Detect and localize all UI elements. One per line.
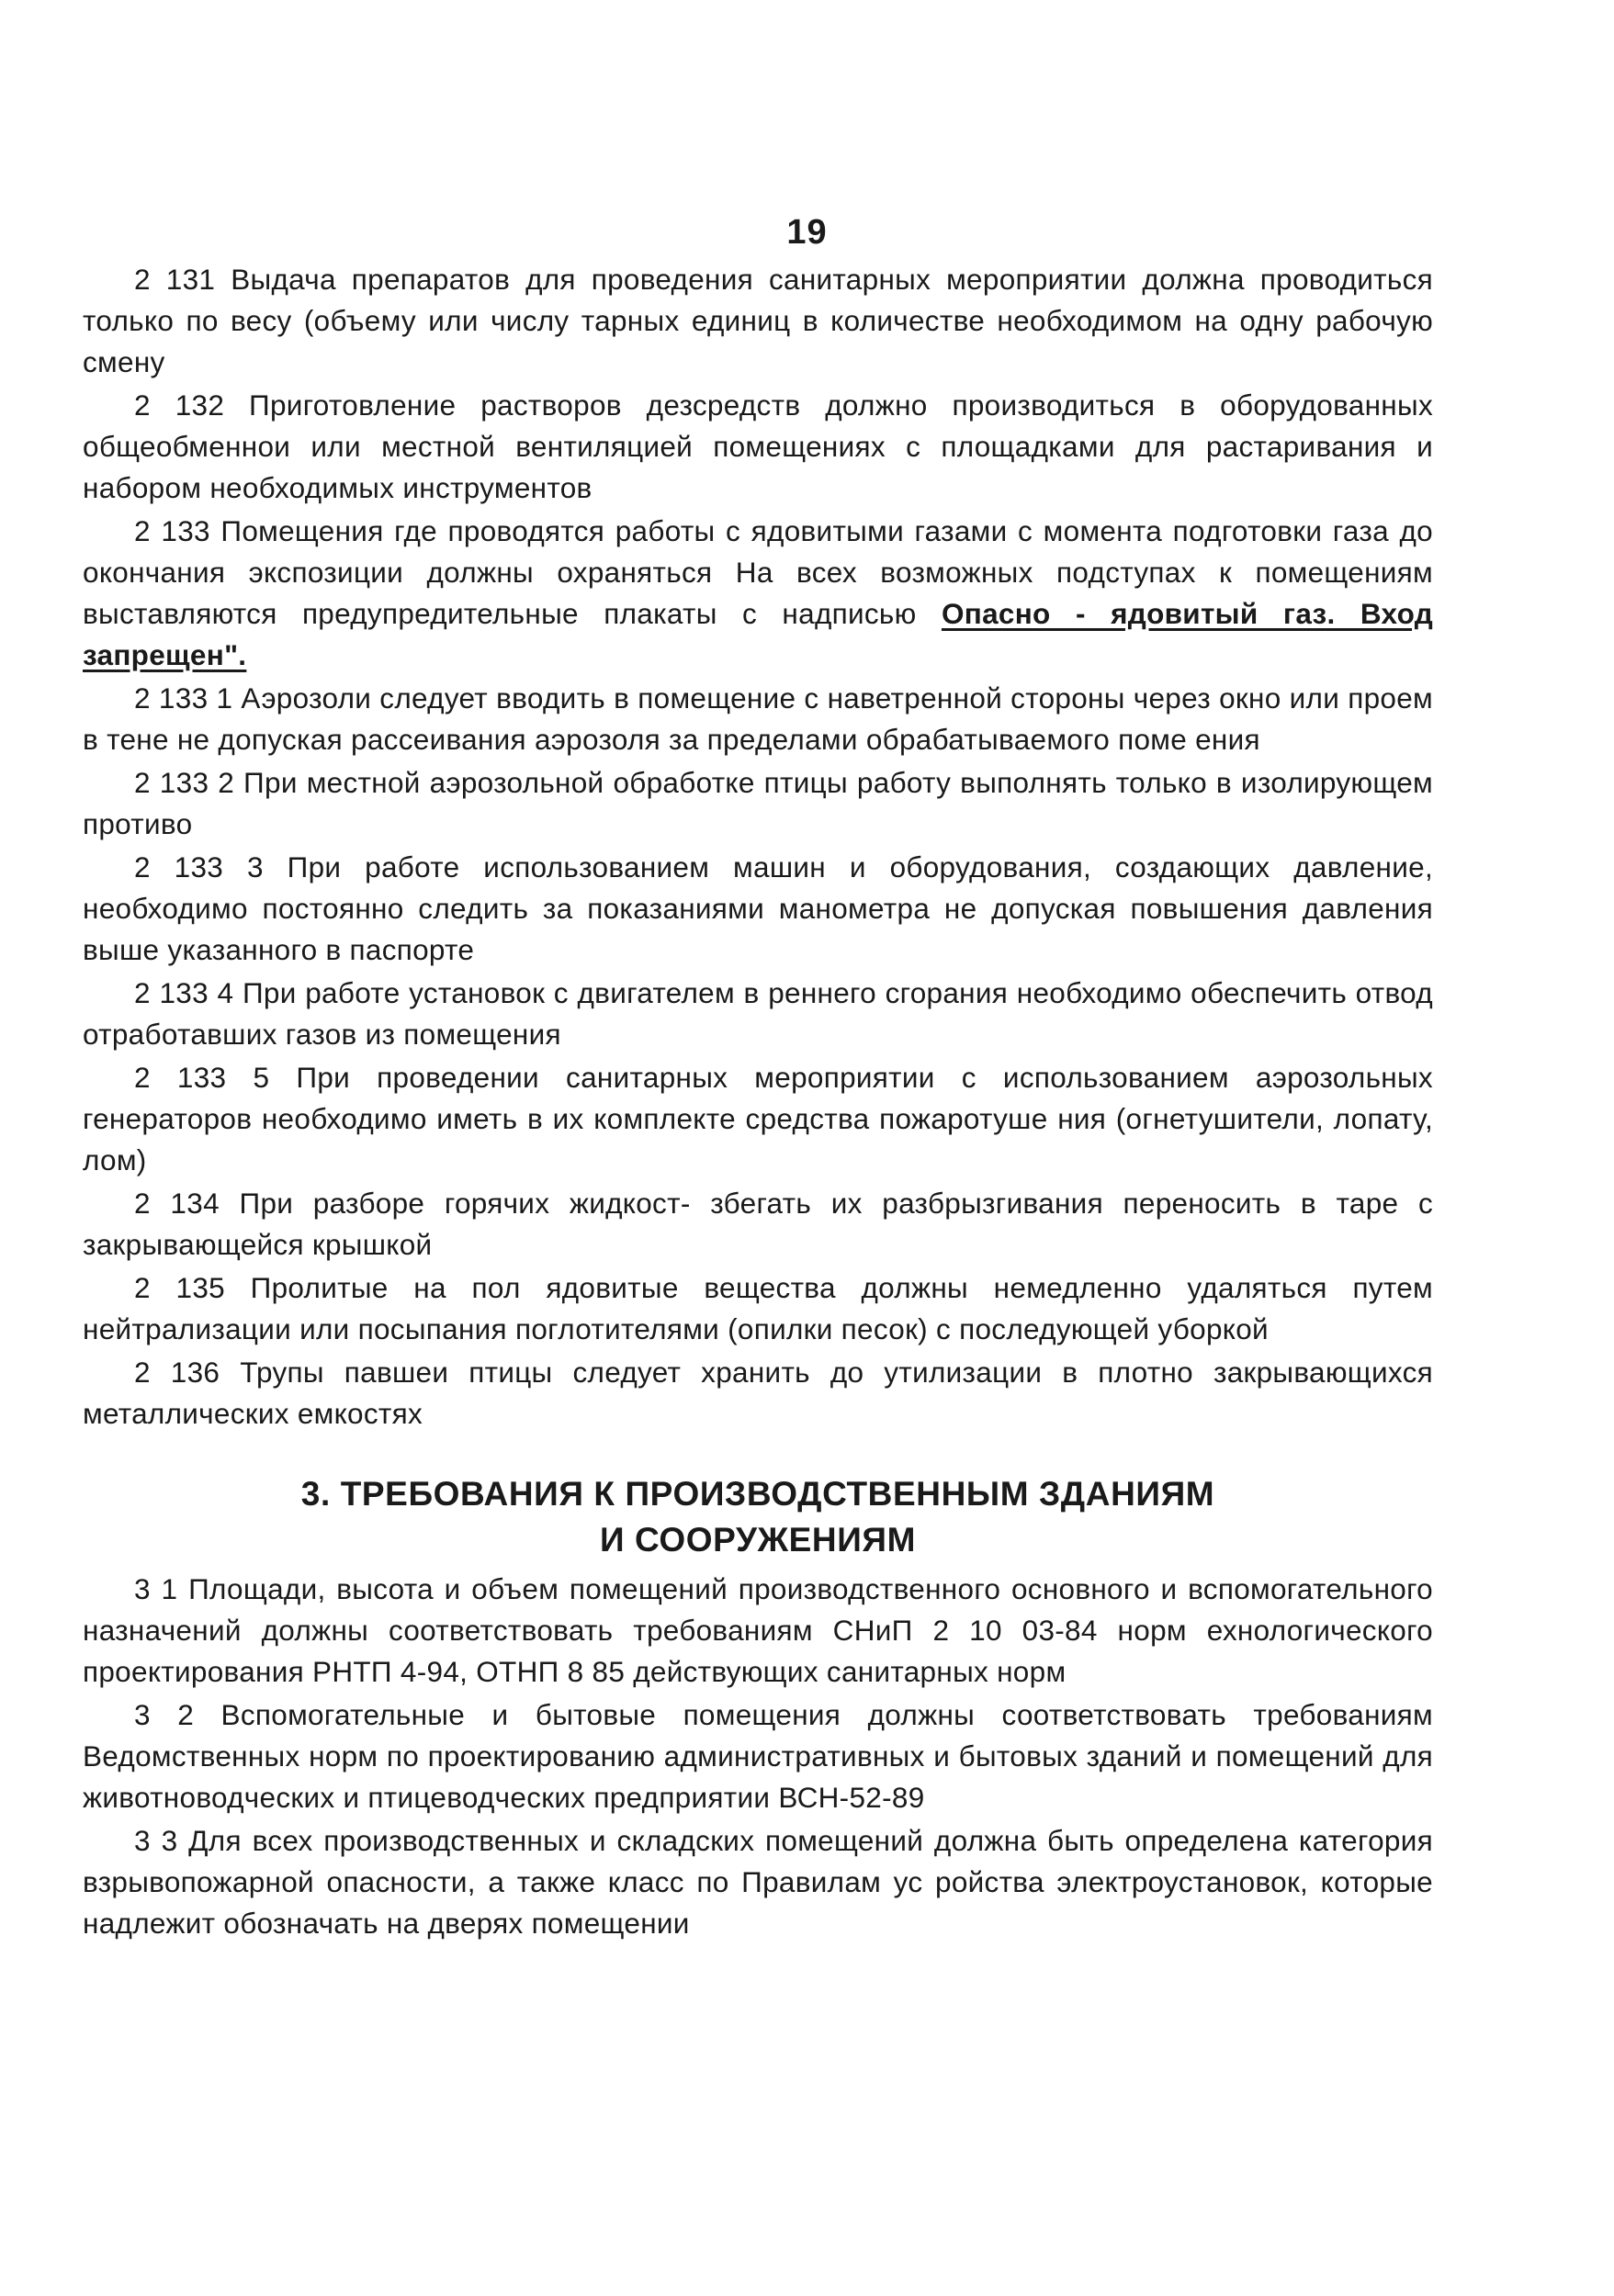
- paragraph-2-135: 2 135 Пролитые на пол ядовитые вещества должны немедленно удаляться путем нейтрализации или посыпания поглотителями (опилки песок) с последующей уборкой: [83, 1271, 1433, 1345]
- paragraph-3-1: 3 1 Площади, высота и объем помещений производственного основного и вспомогательного назначений должны соответствовать требованиям СНиП 2 10 03-84 норм ехнологического проектирования РНТП 4-94, ОТНП 8 85 действующих санитарных норм: [83, 1572, 1433, 1688]
- paragraph-2-133-3: 2 133 3 При работе использованием машин и оборудования, создающих давление, необходимо постоянно следить за показаниями манометра не допуская повышения давления выше указанного в паспорте: [83, 850, 1433, 966]
- paragraph-2-133-text: 2 133 Помещения где проводятся работы с ядовитыми газами с момента подготовки газа до окончания экспозиции должны охраняться На всех возможных подступах к помещениям выставляются предупредительные плакаты с надписью: [83, 514, 1433, 630]
- section-heading-line-2: И СООРУЖЕНИЯМ: [599, 1521, 917, 1559]
- paragraph-3-3: 3 3 Для всех производственных и складских помещений должна быть определена категория взрывопожарной опасности, а также класс по Правилам ус ройства электроустановок, которые надлежит обозначать на дверях помещении: [83, 1824, 1433, 1940]
- paragraph-2-133-4: 2 133 4 При работе установок с двигателем в реннего сгорания необходимо обеспечить отвод отработавших газов из помещения: [83, 976, 1433, 1051]
- paragraph-2-133-2: 2 133 2 При местной аэрозольной обработке птицы работу выполнять только в изолирующем противо: [83, 766, 1433, 840]
- section-3-heading: [83, 1471, 1433, 1563]
- paragraph-2-134: 2 134 При разборе горячих жидкост- збегать их разбрызгивания переносить в таре с закрывающейся крышкой: [83, 1187, 1433, 1261]
- paragraph-3-2: 3 2 Вспомогательные и бытовые помещения должны соответствовать требованиям Ведомственных норм по проектированию административных и бытовых зданий и помещений для животноводческих и птицеводческих предприятии ВСН-52-89: [83, 1698, 1433, 1814]
- paragraph-2-133-5: 2 133 5 При проведении санитарных мероприятии с использованием аэрозольных генераторов необходимо иметь в их комплекте средства пожаротуше ния (огнетушители, лопату, лом): [83, 1061, 1433, 1176]
- warning-sign-text: Опасно - ядовитый газ. Вход запрещен".: [83, 597, 1433, 671]
- document-body: [83, 259, 1433, 1946]
- paragraph-2-131: 2 131 Выдача препаратов для проведения санитарных мероприятии должна проводиться только по весу (объему или числу тарных единиц в количестве необходимом на одну рабочую смену: [83, 263, 1433, 378]
- page-number: 19: [786, 213, 828, 252]
- paragraph-2-133-1: 2 133 1 Аэрозоли следует вводить в помещение с наветренной стороны через окно или проем в тене не допуская рассеивания аэрозоля за пределами обрабатываемого поме ения: [83, 681, 1433, 756]
- section-heading-line-1: 3. ТРЕБОВАНИЯ К ПРОИЗВОДСТВЕННЫМ ЗДАНИЯМ: [300, 1475, 1215, 1513]
- paragraph-2-136: 2 136 Трупы павшеи птицы следует хранить до утилизации в плотно закрывающихся металлических емкостях: [83, 1356, 1433, 1430]
- paragraph-2-133: [83, 511, 1433, 676]
- paragraph-2-132: 2 132 Приготовление растворов дезсредств должно производиться в оборудованных общеобменнои или местной вентиляцией помещениях с площадками для растаривания и набором необходимых инструментов: [83, 388, 1433, 504]
